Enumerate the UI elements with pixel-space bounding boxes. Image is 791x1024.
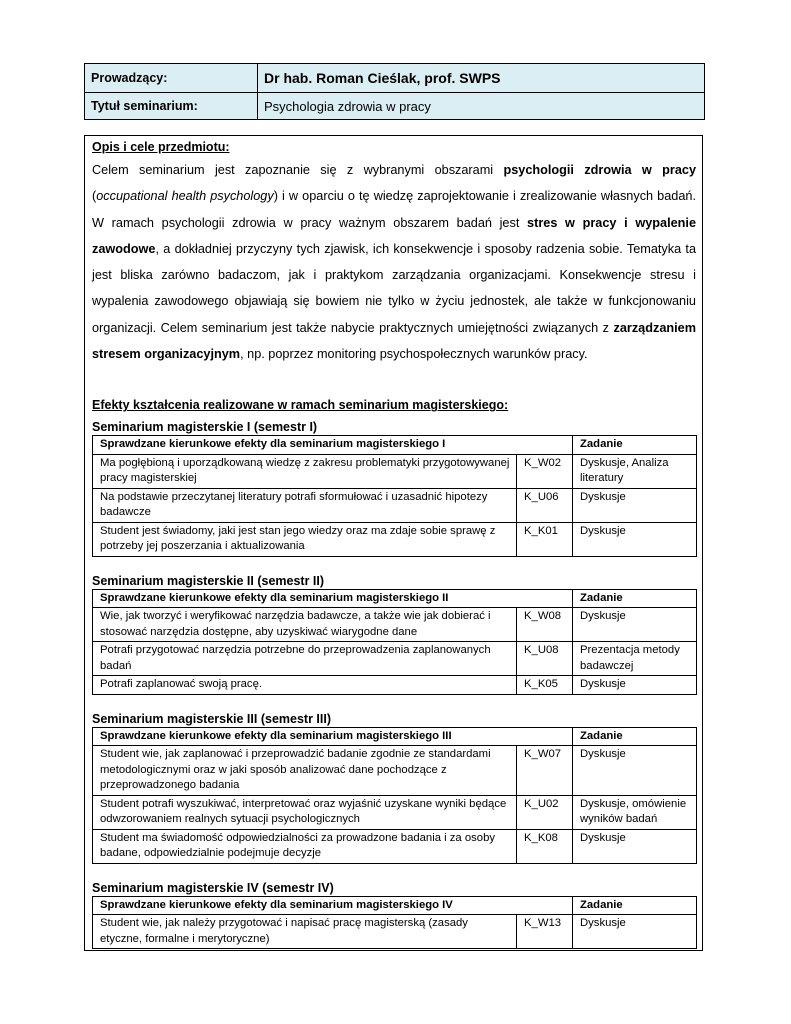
- code-cell: K_W13: [517, 915, 573, 949]
- effect-cell: Student jest świadomy, jaki jest stan jego wiedzy oraz ma zdaje sobie sprawę z potrzeby jej poszerzania i aktualizowania: [93, 522, 517, 556]
- table-header-effects: Sprawdzane kierunkowe efekty dla seminarium magisterskiego I: [93, 436, 573, 455]
- table-row: [93, 795, 697, 829]
- seminar-3-title: Seminarium magisterskie III (semestr III): [92, 711, 331, 726]
- table-row: [93, 608, 697, 642]
- task-cell: Prezentacja metody badawczej: [573, 642, 697, 676]
- task-cell: Dyskusje: [573, 746, 697, 796]
- seminar-title-value: Psychologia zdrowia w pracy: [258, 93, 705, 120]
- code-cell: K_U02: [517, 795, 573, 829]
- task-cell: Dyskusje: [573, 829, 697, 863]
- description-paragraph: [92, 157, 696, 367]
- task-cell: Dyskusje: [573, 608, 697, 642]
- desc-italic-1: occupational health psychology: [96, 189, 274, 204]
- effect-cell: Na podstawie przeczytanej literatury potrafi sformułować i uzasadnić hipotezy badawcze: [93, 488, 517, 522]
- desc-bold-1: psychologii zdrowia w pracy: [503, 163, 696, 177]
- seminar-3-effects-table: [92, 727, 697, 864]
- instructor-value: Dr hab. Roman Cieślak, prof. SWPS: [258, 64, 705, 93]
- table-row: [93, 522, 697, 556]
- effect-cell: Student ma świadomość odpowiedzialności za prowadzone badania i za osoby badane, odpowiedzialnie podejmuje decyzje: [93, 829, 517, 863]
- task-cell: Dyskusje, Analiza literatury: [573, 454, 697, 488]
- code-cell: K_U06: [517, 488, 573, 522]
- code-cell: K_K05: [517, 676, 573, 695]
- table-row: [93, 488, 697, 522]
- effects-title: Efekty kształcenia realizowane w ramach seminarium magisterskiego:: [92, 398, 509, 413]
- table-row: [93, 746, 697, 796]
- code-cell: K_W08: [517, 608, 573, 642]
- table-header-task: Zadanie: [573, 896, 697, 915]
- desc-text-2: (: [92, 189, 97, 204]
- table-header-effects: Sprawdzane kierunkowe efekty dla seminarium magisterskiego IV: [93, 896, 573, 915]
- task-cell: Dyskusje, omówienie wyników badań: [573, 795, 697, 829]
- seminar-4-effects-table: [92, 896, 697, 950]
- desc-text-4: , a dokładniej przyczyny tych zjawisk, ich konsekwencje i sposoby radzenia sobie. Tematyka ta jest bliska zarówno badaczom, jak i praktykom zarządzania organizacjami. Konsekwencje stresu i wypalenia zawodowego objawiają się bowiem nie tylko w życiu jednostek, ale także w funkcjonowaniu organizacji. Celem seminarium jest także nabycie praktycznych umiejętności związanych z: [92, 241, 696, 335]
- code-cell: K_K01: [517, 522, 573, 556]
- table-row: [93, 676, 697, 695]
- code-cell: K_W02: [517, 454, 573, 488]
- task-cell: Dyskusje: [573, 488, 697, 522]
- table-row: [93, 915, 697, 949]
- seminar-1-effects-table: [92, 435, 697, 557]
- desc-text-5: , np. poprzez monitoring psychospołecznych warunków pracy.: [240, 347, 588, 362]
- description-title: Opis i cele przedmiotu:: [92, 140, 230, 154]
- desc-text-1: Celem seminarium jest zapoznanie się z wybranymi obszarami: [92, 163, 504, 177]
- code-cell: K_U08: [517, 642, 573, 676]
- effect-cell: Student wie, jak zaplanować i przeprowadzić badanie zgodnie ze standardami metodologicznymi oraz w jaki sposób analizować dane pochodzące z przeprowadzonego badania: [93, 746, 517, 796]
- code-cell: K_W07: [517, 746, 573, 796]
- table-row: [93, 642, 697, 676]
- table-header-task: Zadanie: [573, 727, 697, 746]
- table-header-effects: Sprawdzane kierunkowe efekty dla seminarium magisterskiego III: [93, 727, 573, 746]
- code-cell: K_K08: [517, 829, 573, 863]
- task-cell: Dyskusje: [573, 915, 697, 949]
- table-row: [93, 829, 697, 863]
- course-description-box: [84, 135, 703, 951]
- effect-cell: Student wie, jak należy przygotować i napisać pracę magisterską (zasady etyczne, formalne i merytoryczne): [93, 915, 517, 949]
- effect-cell: Potrafi zaplanować swoją pracę.: [93, 676, 517, 695]
- desc-bold-2: stres w pracy i wypalenie zawodowe: [92, 215, 697, 256]
- instructor-label: Prowadzący:: [85, 64, 258, 93]
- seminar-4-title: Seminarium magisterskie IV (semestr IV): [92, 880, 334, 895]
- effect-cell: Ma pogłębioną i uporządkowaną wiedzę z zakresu problematyki przygotowywanej pracy magisterskiej: [93, 454, 517, 488]
- seminar-2-effects-table: [92, 589, 697, 695]
- seminar-1-title: Seminarium magisterskie I (semestr I): [92, 420, 318, 435]
- seminar-header-table: [84, 63, 705, 120]
- seminar-title-label: Tytuł seminarium:: [85, 93, 258, 120]
- effect-cell: Student potrafi wyszukiwać, interpretować oraz wyjaśnić uzyskane wyniki będące odwzorowaniem realnych sytuacji psychologicznych: [93, 795, 517, 829]
- effect-cell: Wie, jak tworzyć i weryfikować narzędzia badawcze, a także wie jak dobierać i stosować narzędzia dostępne, aby uzyskiwać wiarygodne dane: [93, 608, 517, 642]
- table-header-effects: Sprawdzane kierunkowe efekty dla seminarium magisterskiego II: [93, 589, 573, 608]
- task-cell: Dyskusje: [573, 522, 697, 556]
- table-header-task: Zadanie: [573, 589, 697, 608]
- effect-cell: Potrafi przygotować narzędzia potrzebne do przeprowadzenia zaplanowanych badań: [93, 642, 517, 676]
- table-header-task: Zadanie: [573, 436, 697, 455]
- desc-bold-3: zarządzaniem stresem organizacyjnym: [92, 320, 696, 362]
- table-row: [93, 454, 697, 488]
- seminar-2-title: Seminarium magisterskie II (semestr II): [92, 573, 325, 588]
- desc-text-3: ) i w oparciu o tę wiedzę zaprojektowanie i zrealizowanie własnych badań. W ramach psychologii zdrowia w pracy ważnym obszarem badań jest: [92, 189, 696, 230]
- task-cell: Dyskusje: [573, 676, 697, 695]
